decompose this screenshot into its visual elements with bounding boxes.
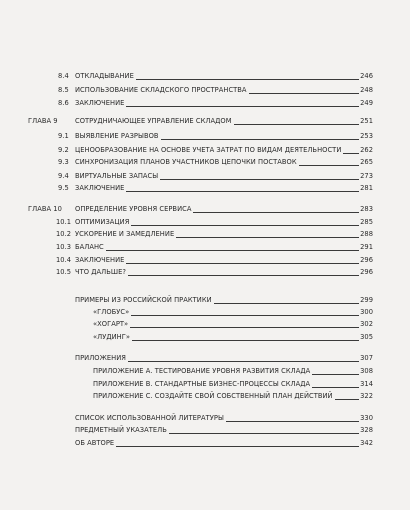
toc-leader [234,124,360,125]
toc-leader [299,165,359,166]
toc-entry [75,98,373,109]
toc-entry [93,391,373,402]
toc-number: 9.5 [58,184,69,192]
toc-title: ОБ АВТОРЕ [75,439,115,447]
toc-title: БАЛАНС [75,243,104,251]
toc-leader [335,399,359,400]
toc-page-number: 251 [360,117,373,125]
toc-title: СОТРУДНИЧАЮЩЕЕ УПРАВЛЕНИЕ СКЛАДОМ [75,117,232,125]
toc-page-number: 307 [360,354,373,362]
toc-leader [126,191,359,192]
toc-leader [132,340,359,341]
toc-page-number: 314 [360,380,373,388]
toc-leader [130,327,359,328]
toc-row [0,145,410,156]
toc-page-number: 322 [360,392,373,400]
toc-page-number: 291 [360,243,373,251]
toc-page-number: 248 [360,86,373,94]
toc-page-number: 249 [360,99,373,107]
toc-title: ПРИЛОЖЕНИЕ С. СОЗДАЙТЕ СВОЙ СОБСТВЕННЫЙ ПЛАН ДЕЙСТВИЙ [93,392,333,400]
toc-entry [93,332,373,343]
toc-page-number: 246 [360,72,373,80]
toc-entry [75,242,373,253]
toc-entry [75,157,373,168]
toc-page-number: 283 [360,205,373,213]
toc-title: УСКОРЕНИЕ И ЗАМЕДЛЕНИЕ [75,230,175,238]
toc-row [0,366,410,377]
toc-entry [75,71,373,82]
toc-title: ПРИЛОЖЕНИЕ А. ТЕСТИРОВАНИЕ УРОВНЯ РАЗВИТИЯ СКЛАДА [93,367,311,375]
toc-page-number: 330 [360,414,373,422]
toc-entry [75,131,373,142]
toc-row [0,391,410,402]
toc-row [0,242,410,253]
toc-title: «ЛУДИНГ» [93,333,131,341]
toc-entry [93,366,373,377]
toc-row [0,438,410,449]
toc-title: ЧТО ДАЛЬШЕ? [75,268,126,276]
toc-title: ВЫЯВЛЕНИЕ РАЗРЫВОВ [75,132,159,140]
toc-row [0,332,410,343]
toc-row [0,295,410,306]
toc-chapter: ГЛАВА 10 [28,205,62,213]
toc-entry [75,217,373,228]
toc-leader [126,263,359,264]
toc-number: 9.3 [58,158,69,166]
toc-page-number: 300 [360,308,373,316]
toc-chapter: ГЛАВА 9 [28,117,58,125]
toc-page-number: 299 [360,296,373,304]
toc-row [0,71,410,82]
toc-leader [226,421,359,422]
toc-entry [75,183,373,194]
toc-entry [75,267,373,278]
toc-number: 8.6 [58,99,69,107]
toc-entry [75,85,373,96]
toc-row [0,171,410,182]
toc-entry [93,307,373,318]
toc-entry [75,353,373,364]
toc-title: ПРЕДМЕТНЫЙ УКАЗАТЕЛЬ [75,426,167,434]
toc-row [0,98,410,109]
toc-leader [312,387,359,388]
toc-leader [116,446,359,447]
toc-title: ЗАКЛЮЧЕНИЕ [75,256,125,264]
toc-entry [75,425,373,436]
toc-page-number: 296 [360,268,373,276]
toc-page-number: 342 [360,439,373,447]
toc-leader [161,139,360,140]
toc-row [0,229,410,240]
toc-number: 8.4 [58,72,69,80]
toc-leader [193,212,359,213]
toc-entry [75,438,373,449]
toc-row [0,157,410,168]
toc-title: ОТКЛАДЫВАНИЕ [75,72,134,80]
toc-page-number: 328 [360,426,373,434]
toc-row [0,217,410,228]
toc-leader [128,361,359,362]
toc-page-number: 296 [360,256,373,264]
toc-row [0,267,410,278]
toc-entry [75,145,373,156]
toc-entry [75,229,373,240]
toc-leader [160,179,359,180]
toc-row [0,379,410,390]
toc-page-number: 302 [360,320,373,328]
toc-leader [169,433,359,434]
toc-row [0,413,410,424]
toc-row [0,116,410,127]
toc-entry [93,319,373,330]
toc-title: ПРИЛОЖЕНИЕ В. СТАНДАРТНЫЕ БИЗНЕС-ПРОЦЕССЫ СКЛАДА [93,380,311,388]
toc-title: ЗАКЛЮЧЕНИЕ [75,99,125,107]
toc-title: ОПТИМИЗАЦИЯ [75,218,130,226]
toc-row [0,425,410,436]
toc-entry [75,171,373,182]
toc-number: 10.2 [56,230,72,238]
toc-title: «ХОГАРТ» [93,320,129,328]
toc-title: ЗАКЛЮЧЕНИЕ [75,184,125,192]
toc-row [0,255,410,266]
toc-title: ИСПОЛЬЗОВАНИЕ СКЛАДСКОГО ПРОСТРАНСТВА [75,86,247,94]
toc-entry [75,255,373,266]
toc-number: 8.5 [58,86,69,94]
toc-page-number: 262 [360,146,373,154]
toc-leader [131,315,359,316]
toc-number: 10.1 [56,218,72,226]
toc-entry [75,204,373,215]
toc-page-number: 308 [360,367,373,375]
toc-title: СИНХРОНИЗАЦИЯ ПЛАНОВ УЧАСТНИКОВ ЦЕПОЧКИ ПОСТАВОК [75,158,297,166]
toc-leader [343,153,359,154]
toc-leader [126,106,359,107]
toc-row [0,183,410,194]
toc-title: «ГЛОБУС» [93,308,130,316]
toc-number: 10.4 [56,256,72,264]
toc-leader [249,93,360,94]
toc-page-number: 253 [360,132,373,140]
toc-number: 9.4 [58,172,69,180]
toc-row [0,319,410,330]
toc-entry [75,116,373,127]
toc-title: ПРИЛОЖЕНИЯ [75,354,126,362]
toc-leader [128,275,359,276]
toc-leader [136,79,359,80]
toc-title: ПРИМЕРЫ ИЗ РОССИЙСКОЙ ПРАКТИКИ [75,296,212,304]
toc-leader [176,237,359,238]
toc-row [0,204,410,215]
toc-row [0,307,410,318]
toc-title: ОПРЕДЕЛЕНИЕ УРОВНЯ СЕРВИСА [75,205,192,213]
toc-number: 10.3 [56,243,72,251]
toc-page-number: 288 [360,230,373,238]
toc-title: ВИРТУАЛЬНЫЕ ЗАПАСЫ [75,172,159,180]
toc-leader [312,374,359,375]
toc-entry [93,379,373,390]
toc-number: 9.2 [58,146,69,154]
toc-number: 9.1 [58,132,69,140]
toc-page-number: 305 [360,333,373,341]
toc-row [0,353,410,364]
toc-title: ЦЕНООБРАЗОВАНИЕ НА ОСНОВЕ УЧЕТА ЗАТРАТ ПО ВИДАМ ДЕЯТЕЛЬНОСТИ [75,146,342,154]
toc-row [0,131,410,142]
toc-page-number: 265 [360,158,373,166]
toc-row [0,85,410,96]
toc-page-number: 281 [360,184,373,192]
toc-leader [106,250,359,251]
toc-number: 10.5 [56,268,72,276]
toc-entry [75,413,373,424]
toc-leader [214,303,359,304]
toc-title: СПИСОК ИСПОЛЬЗОВАННОЙ ЛИТЕРАТУРЫ [75,414,224,422]
toc-page-number: 273 [360,172,373,180]
toc-leader [131,225,359,226]
toc-page-number: 285 [360,218,373,226]
toc-entry [75,295,373,306]
